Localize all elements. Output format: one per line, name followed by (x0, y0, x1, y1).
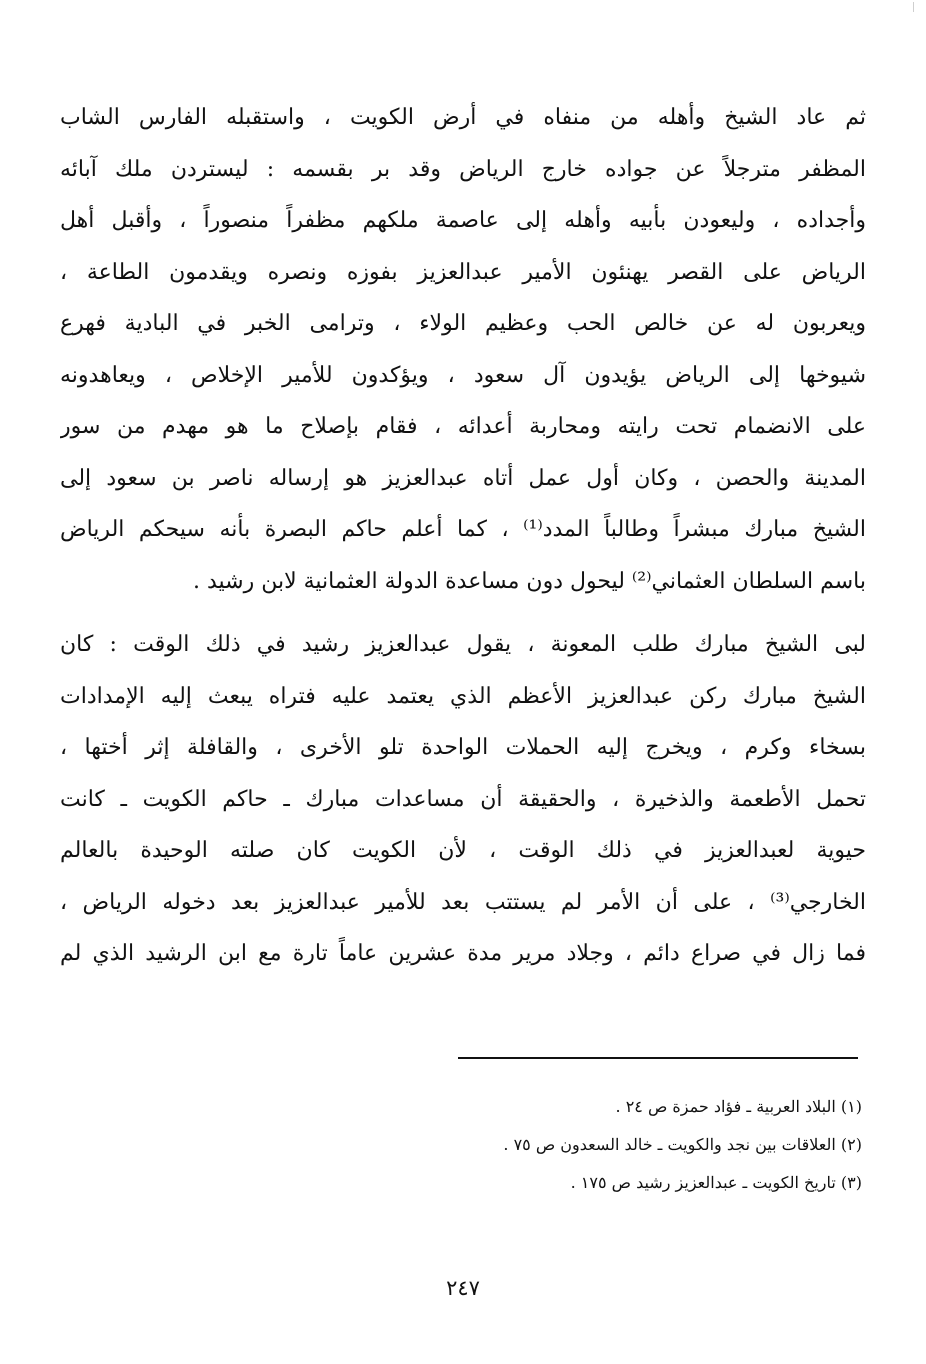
text-line: تحمل الأطعمة والذخيرة ، والحقيقة أن مساعدات مبارك ـ حاكم الكويت ـ كانت (60, 786, 866, 812)
text-line: حيوية لعبدالعزيز في ذلك الوقت ، لأن الكويت كان صلته الوحيدة بالعالم (60, 838, 866, 863)
text-line: لبى الشيخ مبارك طلب المعونة ، يقول عبدالعزيز رشيد في ذلك الوقت : كان (60, 632, 866, 657)
text-line: ويعربون له عن خالص الحب وعظيم الولاء ، وترامى الخبر في البادية فهرع (60, 311, 866, 336)
text-line: وأجداده ، وليعودن بأبيه وأهله إلى عاصمة ملكهم مظفراً منصوراً ، وأقبل أهل (60, 208, 866, 233)
text-line: باسم السلطان العثماني⁽²⁾ ليحول دون مساعدة الدولة العثمانية لابن رشيد . (192, 568, 866, 594)
footnote-2: (٢) العلاقات بين نجد والكويت ـ خالد السعدون ص ٧٥ . (503, 1135, 862, 1154)
paragraph-1 (60, 92, 866, 607)
text-line: بسخاء وكرم ، ويخرج إليه الحملات الواحدة تلو الأخرى ، والقافلة إثر أختها ، (60, 735, 866, 760)
text-line: على الانضمام تحت رايته ومحاربة أعدائه ، فقام بإصلاح ما هو مهدم من سور (60, 414, 866, 439)
text-line: الشيخ مبارك مبشراً وطالباً المدد⁽¹⁾ ، كما أعلم حاكم البصرة بأنه سيحكم الرياض (60, 517, 866, 542)
text-line: الشيخ مبارك ركن عبدالعزيز الأعظم الذي يعتمد عليه فتراه يبعث إليه الإمدادات (60, 683, 866, 709)
text-line: الرياض على القصر يهنئون الأمير عبدالعزيز بفوزه ونصره ويقدمون الطاعة ، (60, 259, 866, 285)
text-line: ثم عاد الشيخ وأهله من منفاه في أرض الكويت ، واستقبله الفارس الشاب (60, 105, 866, 130)
text-line: المدينة والحصن ، وكان أول عمل أتاه عبدالعزيز هو إرساله ناصر بن سعود إلى (60, 465, 866, 491)
text-line: شيوخها إلى الرياض يؤيدون آل سعود ، ويؤكدون للأمير الإخلاص ، ويعاهدونه (60, 362, 866, 388)
footnotes (60, 1088, 862, 1202)
footnote-3: (٣) تاريخ الكويت ـ عبدالعزيز رشيد ص ١٧٥ . (570, 1173, 862, 1192)
text-line: المظفر مترجلاً عن جواده خارج الرياض وقد بر بقسمه : ليستردن ملك آبائه (60, 156, 866, 182)
page-number: ٢٤٧ (446, 1276, 480, 1300)
text-line: الخارجي⁽³⁾ ، على أن الأمر لم يستتب بعد للأمير عبدالعزيز بعد دخوله الرياض ، (60, 889, 866, 915)
text-line: فما زال في صراع دائم ، وجلاد مرير مدة عشرين عاماً تارة مع ابن الرشيد الذي لم (60, 941, 866, 966)
main-text (60, 92, 866, 980)
footnote-1: (١) البلاد العربية ـ فؤاد حمزة ص ٢٤ . (615, 1097, 862, 1116)
scan-mark (913, 2, 914, 12)
footnote-divider (458, 1057, 858, 1059)
paragraph-2 (60, 619, 866, 980)
paragraph-gap (60, 607, 866, 619)
